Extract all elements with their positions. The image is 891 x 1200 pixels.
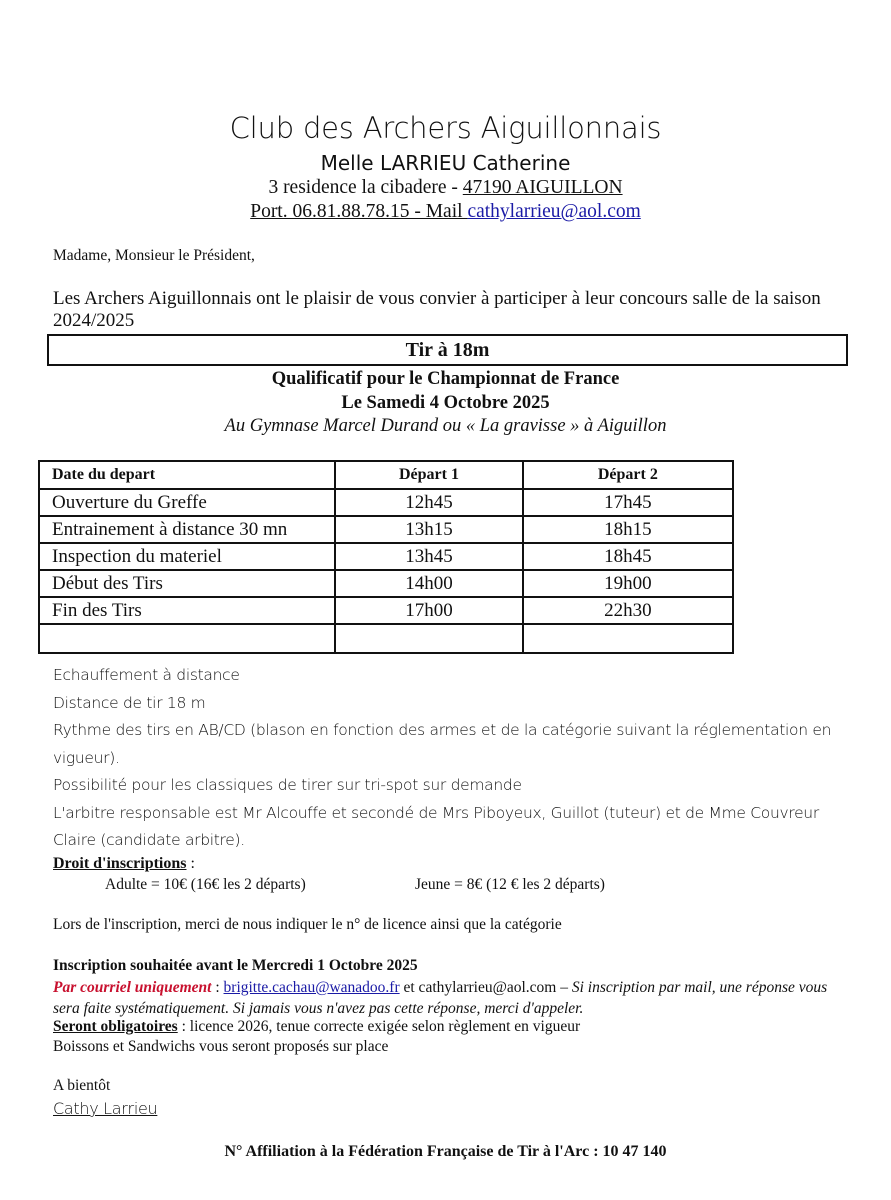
address xyxy=(0,177,891,199)
table-cell xyxy=(523,624,733,653)
address-street: 3 residence la cibadere - xyxy=(268,177,463,198)
farewell: A bientôt xyxy=(53,1077,111,1094)
greeting: Madame, Monsieur le Président, xyxy=(53,247,255,264)
catering-note: Boissons et Sandwichs vous seront proposés sur place xyxy=(53,1038,389,1055)
event-date: Le Samedi 4 Octobre 2025 xyxy=(341,393,550,413)
column-header: Départ 2 xyxy=(523,461,733,489)
notes-list xyxy=(53,662,853,855)
qualification: Qualificatif pour le Championnat de France xyxy=(271,369,620,389)
table-cell: 17h00 xyxy=(335,597,522,624)
event-venue: Au Gymnase Marcel Durand ou « La gravisse » à Aiguillon xyxy=(224,416,667,436)
table-cell: Entrainement à distance 30 mn xyxy=(39,516,335,543)
fee-adult: Adulte = 10€ (16€ les 2 départs) xyxy=(105,876,306,893)
table-row xyxy=(39,570,733,597)
required-items xyxy=(53,1018,580,1036)
registration-email-link[interactable]: brigitte.cachau@wanadoo.fr xyxy=(223,979,400,996)
table-cell: 18h15 xyxy=(523,516,733,543)
note-item: Rythme des tirs en AB/CD (blason en fonction des armes et de la catégorie suivant la réglementation en vigueur). xyxy=(53,721,832,767)
mail-sep: : xyxy=(211,979,224,996)
signature: Cathy Larrieu xyxy=(53,1099,158,1118)
table-row xyxy=(39,543,733,570)
address-city: 47190 AIGUILLON xyxy=(462,177,623,198)
fees-title: Droit d'inscriptions xyxy=(53,855,187,872)
table-cell: 18h45 xyxy=(523,543,733,570)
required-label: Seront obligatoires xyxy=(53,1018,178,1035)
table-cell: 22h30 xyxy=(523,597,733,624)
mail-and: et cathylarrieu@aol.com – xyxy=(399,979,572,996)
table-cell xyxy=(335,624,522,653)
note-item: Possibilité pour les classiques de tirer sur tri-spot sur demande xyxy=(53,776,522,794)
table-row xyxy=(39,516,733,543)
registration-deadline: Inscription souhaitée avant le Mercredi 1 Octobre 2025 xyxy=(53,957,418,974)
table-header-row xyxy=(39,461,733,489)
fees-title-suffix: : xyxy=(186,855,195,872)
table-cell: Fin des Tirs xyxy=(39,597,335,624)
column-header: Date du depart xyxy=(39,461,335,489)
schedule-table xyxy=(38,460,734,654)
table-cell: Début des Tirs xyxy=(39,570,335,597)
note-item: L'arbitre responsable est Mr Alcouffe et secondé de Mrs Piboyeux, Guillot (tuteur) et de Mme Couvreur Claire (candidate arbitre). xyxy=(53,803,819,849)
table-cell: 13h45 xyxy=(335,543,522,570)
table-row-empty xyxy=(39,624,733,653)
table-cell: 19h00 xyxy=(523,570,733,597)
fee-youth: Jeune = 8€ (12 € les 2 départs) xyxy=(415,876,605,893)
table-cell: 13h15 xyxy=(335,516,522,543)
affiliation-number: N° Affiliation à la Fédération Française de Tir à l'Arc : 10 47 140 xyxy=(224,1143,667,1160)
contact-line xyxy=(0,201,891,223)
contact-name: Melle LARRIEU Catherine xyxy=(320,151,571,175)
note-item: Echauffement à distance xyxy=(53,666,240,684)
club-name: Club des Archers Aiguillonnais xyxy=(229,111,662,145)
table-cell: Ouverture du Greffe xyxy=(39,489,335,516)
table-row xyxy=(39,597,733,624)
table-cell: Inspection du materiel xyxy=(39,543,335,570)
event-title-box: Tir à 18m xyxy=(47,334,848,366)
mail-only-label: Par courriel uniquement xyxy=(53,979,212,996)
email-link[interactable]: cathylarrieu@aol.com xyxy=(467,201,641,222)
table-row xyxy=(39,489,733,516)
note-item: Distance de tir 18 m xyxy=(53,693,206,712)
intro-paragraph: Les Archers Aiguillonnais ont le plaisir de vous convier à participer à leur concours salle de la saison 2024/2025 xyxy=(53,288,821,331)
table-cell xyxy=(39,624,335,653)
table-cell: 14h00 xyxy=(335,570,522,597)
phone: Port. 06.81.88.78.15 - Mail xyxy=(250,201,468,222)
fees-heading xyxy=(53,855,195,873)
table-cell: 17h45 xyxy=(523,489,733,516)
required-text: : licence 2026, tenue correcte exigée selon règlement en vigueur xyxy=(177,1018,581,1035)
table-cell: 12h45 xyxy=(335,489,522,516)
licence-note: Lors de l'inscription, merci de nous indiquer le n° de licence ainsi que la catégorie xyxy=(53,916,562,933)
mail-note: Si inscription par mail, une réponse vous sera faite systématiquement. Si jamais vous n'avez pas cette réponse, merci d'appeler. xyxy=(53,979,828,1017)
column-header: Départ 1 xyxy=(335,461,522,489)
registration-mail-block xyxy=(53,977,853,1019)
